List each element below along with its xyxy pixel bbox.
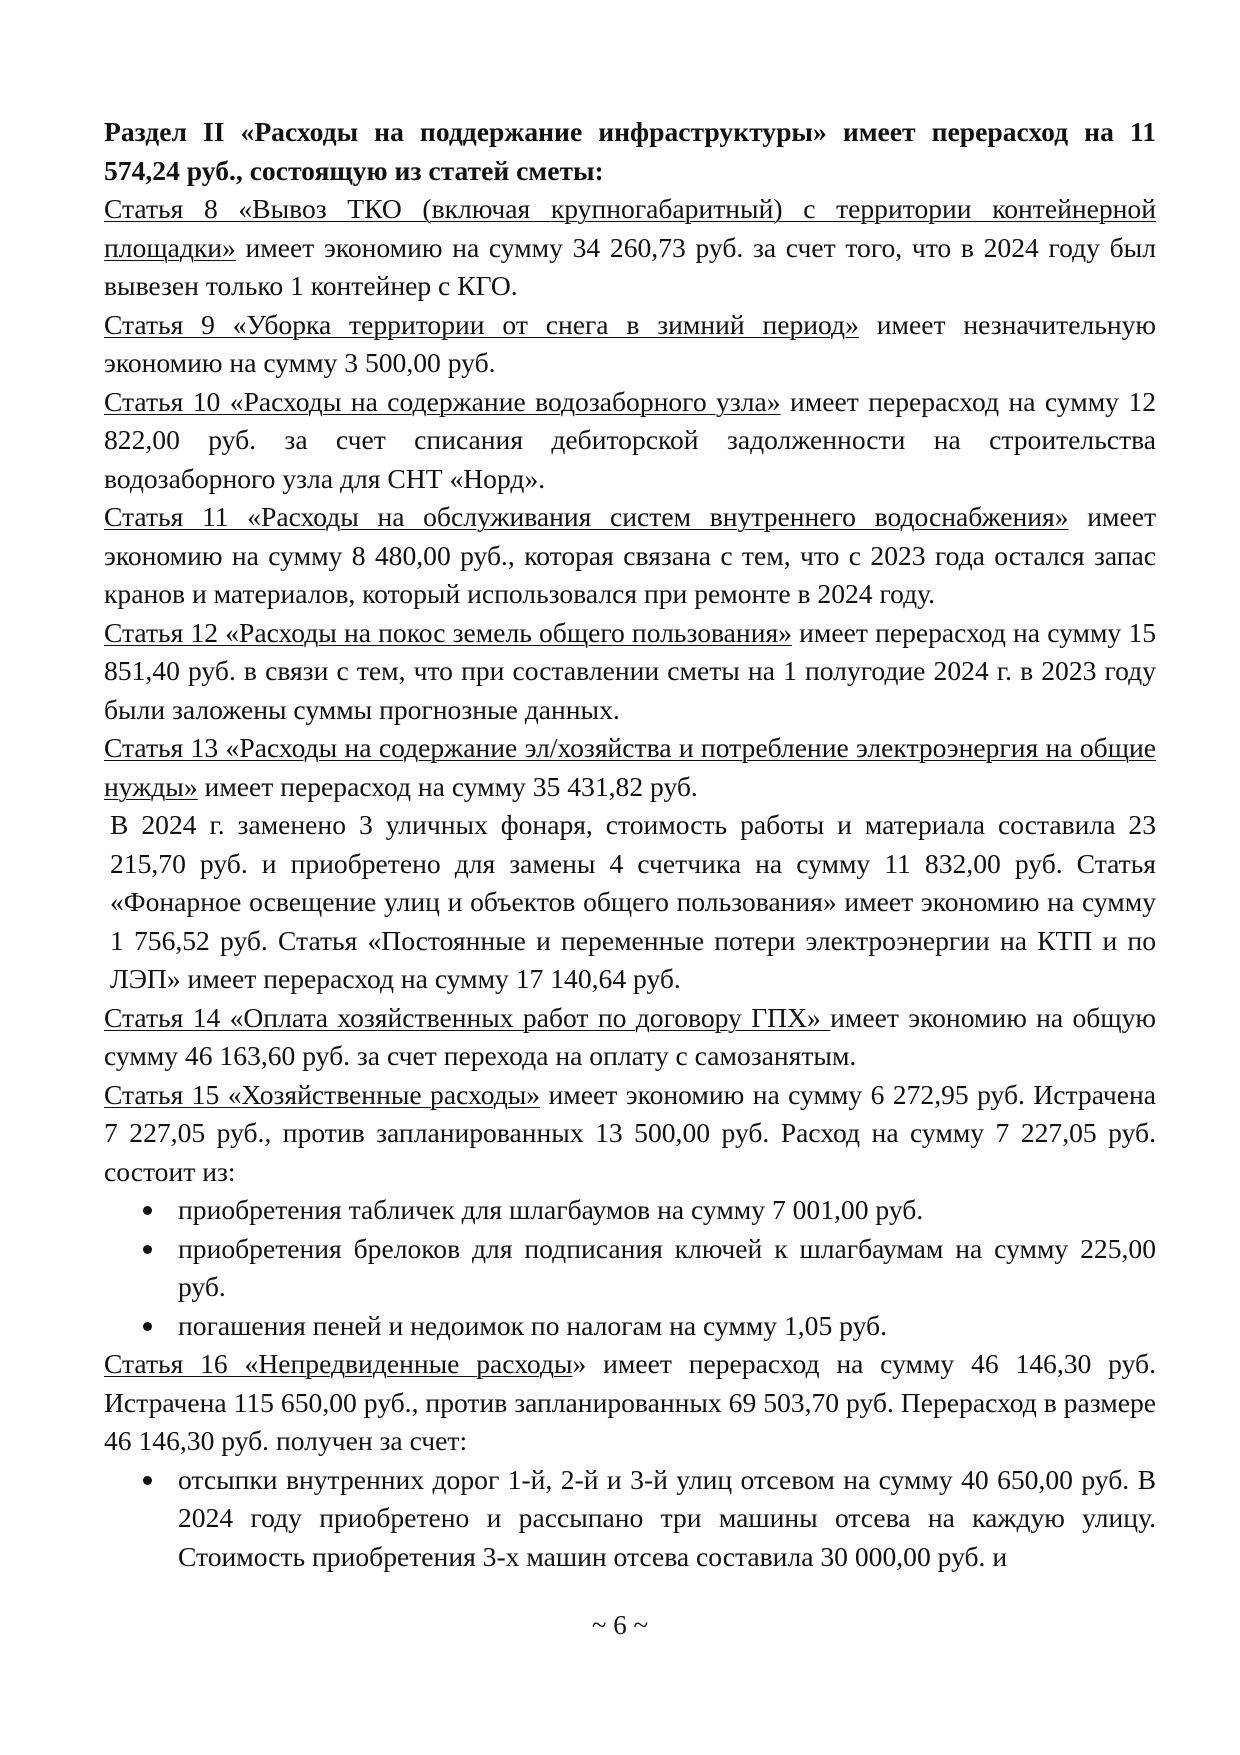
article-8 [104,190,1156,306]
list-item [104,1191,1156,1230]
article-15-title: Статья 15 «Хозяйственные расходы» [104,1078,541,1110]
article-15-text: имеет экономию на сумму 6 272,95 руб. Истрачена 7 227,05 руб., против запланированных 13 500,00 руб. Расход на сумму 7 227,05 руб. состоит из: [104,1078,1156,1187]
list-item-text: погашения пеней и недоимок по налогам на сумму 1,05 руб. [178,1309,887,1341]
article-16-list [104,1461,1156,1577]
article-13-detail: В 2024 г. заменено 3 уличных фонаря, стоимость работы и материала составила 23 215,70 руб. и приобретено для замены 4 счетчика на сумму 11 832,00 руб. Статья «Фонарное освещение улиц и объектов общего пользования» имеет экономию на сумму 1 756,52 руб. Статья «Постоянные и переменные потери электроэнергии на КТП и по ЛЭП» имеет перерасход на сумму 17 140,64 руб. [110,809,1156,994]
list-item [104,1307,1156,1346]
bullet-icon [143,1245,152,1254]
article-12-title: Статья 12 «Расходы на покос земель общего пользования» [104,616,792,648]
article-10-title: Статья 10 «Расходы на содержание водозаборного узла» [104,385,781,417]
list-item-text: приобретения брелоков для подписания ключей к шлагбаумам на сумму 225,00 руб. [178,1232,1156,1302]
bullet-icon [143,1476,152,1485]
article-12 [104,614,1156,730]
article-13-text: имеет перерасход на сумму 35 431,82 руб. [197,770,698,802]
article-15 [104,1076,1156,1192]
article-9-title: Статья 9 «Уборка территории от снега в зимний период» [104,308,859,340]
article-9-text: имеет незначительную экономию на сумму 3 500,00 руб. [104,308,1156,378]
article-14-title: Статья 14 «Оплата хозяйственных работ по договору ГПХ» [104,1001,831,1033]
document-body [104,113,1156,1576]
section-heading: Раздел II «Расходы на поддержание инфраструктуры» имеет перерасход на 11 574,24 руб., состоящую из статей сметы: [104,116,1156,186]
bullet-icon [143,1322,152,1331]
article-13 [104,729,1156,806]
list-item-text: приобретения табличек для шлагбаумов на сумму 7 001,00 руб. [178,1194,924,1225]
article-15-list [104,1191,1156,1345]
article-9 [104,306,1156,383]
article-10 [104,383,1156,499]
article-11-text: имеет экономию на сумму 8 480,00 руб., которая связана с тем, что с 2023 года остался запас кранов и материалов, который использовался при ремонте в 2024 году. [104,501,1156,609]
article-16-title: Статья 16 «Непредвиденные расходы [104,1348,573,1379]
article-13-title: Статья 13 «Расходы на содержание эл/хозяйства и потребление электроэнергия на общие нужды» [104,732,1156,802]
article-11 [104,498,1156,614]
article-14 [104,999,1156,1076]
article-12-text: имеет перерасход на сумму 15 851,40 руб. в связи с тем, что при составлении сметы на 1 полугодие 2024 г. в 2023 году были заложены суммы прогнозные данных. [104,616,1156,725]
article-10-text: имеет перерасход на сумму 12 822,00 руб. за счет списания дебиторской задолженности на строительства водозаборного узла для СНТ «Норд». [104,385,1156,494]
list-item-text: отсыпки внутренних дорог 1-й, 2-й и 3-й улиц отсевом на сумму 40 650,00 руб. В 2024 году приобретено и рассыпано три машины отсева на каждую улицу. Стоимость приобретения 3-х машин отсева составила 30 000,00 руб. и [178,1463,1156,1572]
article-8-title: Статья 8 «Вывоз ТКО (включая крупногабаритный) с территории контейнерной площадки» [104,193,1156,263]
page-number: ~ 6 ~ [591,1610,649,1640]
article-8-text: имеет экономию на сумму 34 260,73 руб. за счет того, что в 2024 году был вывезен только 1 контейнер с КГО. [104,231,1156,301]
article-11-title: Статья 11 «Расходы на обслуживания систем внутреннего водоснабжения» [104,501,1069,532]
bullet-icon [143,1206,152,1215]
article-16 [104,1345,1156,1461]
list-item [104,1461,1156,1577]
list-item [104,1230,1156,1307]
article-14-text: имеет экономию на общую сумму 46 163,60 руб. за счет перехода на оплату с самозанятым. [104,1001,1157,1071]
article-16-text: » имеет перерасход на сумму 46 146,30 руб. Истрачена 115 650,00 руб., против запланированных 69 503,70 руб. Перерасход в размере 46 146,30 руб. получен за счет: [104,1348,1156,1456]
